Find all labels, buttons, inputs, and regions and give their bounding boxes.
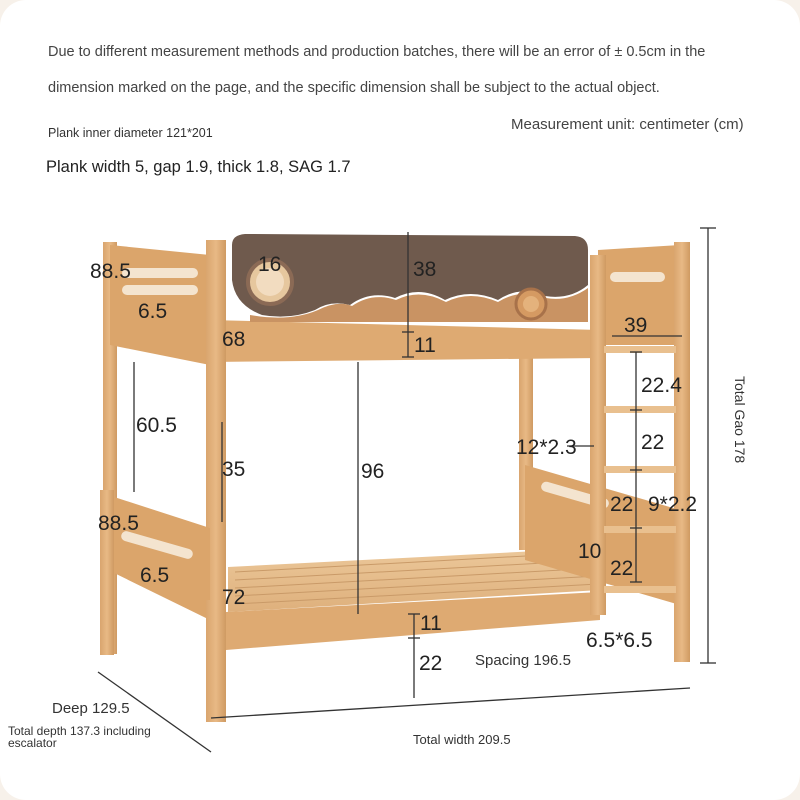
total-width-label: Total width 209.5 (413, 732, 511, 747)
top-rail-length-label: 88.5 (90, 260, 131, 283)
error-note-line-2: dimension marked on the page, and the specific dimension shall be subject to the actual object. (48, 80, 660, 96)
measurement-unit: Measurement unit: centimeter (cm) (511, 116, 744, 133)
spacing-label: Spacing 196.5 (475, 652, 571, 669)
depth-label: Deep 129.5 (52, 700, 130, 717)
post-mid-label: 35 (222, 458, 246, 481)
floor-clearance-label: 22 (419, 652, 443, 675)
headboard-height-label: 38 (413, 258, 437, 281)
ladder-rail-label: 12*2.3 (516, 436, 577, 459)
post-section-label: 6.5*6.5 (586, 629, 653, 652)
top-beam-label: 11 (414, 334, 436, 357)
ladder-right-rail (674, 242, 690, 662)
round-knob-center (523, 296, 539, 312)
upper-left-handle-slot-2 (122, 285, 198, 295)
plank-specs: Plank width 5, gap 1.9, thick 1.8, SAG 1.7 (46, 158, 351, 176)
between-bunks-label: 96 (361, 460, 385, 483)
post-top-label: 68 (222, 328, 246, 351)
total-depth-label: Total depth 137.3 including escalator (8, 724, 151, 750)
guard-height-label: 60.5 (136, 414, 177, 437)
bottom-rail-height-label: 6.5 (140, 564, 170, 587)
upper-side-rail (210, 320, 600, 362)
step-size-label: 9*2.2 (648, 493, 698, 516)
ladder-top-width-label: 39 (624, 314, 648, 337)
upper-left-handle-slot (122, 268, 198, 278)
error-note-line-1: Due to different measurement methods and production batches, there will be an error of ± 0.5cm in the (48, 44, 706, 60)
front-left-post-lower (206, 600, 226, 722)
ladder-step-4-label: 22 (610, 557, 634, 580)
ladder-step-1-label: 22.4 (641, 374, 682, 397)
bottom-beam-label: 11 (420, 612, 442, 635)
ladder-step-3-label: 22 (610, 493, 634, 516)
upper-right-handle-slot (610, 272, 665, 282)
ladder-step-2-label: 22 (641, 431, 665, 454)
bottom-rail-length-label: 88.5 (98, 512, 139, 535)
plank-inner-diameter: Plank inner diameter 121*201 (48, 126, 213, 140)
lower-post-label: 72 (222, 586, 246, 609)
porthole-label: 16 (258, 253, 282, 276)
total-height-label: Total Gao 178 (732, 376, 748, 464)
ladder-gap-label: 10 (578, 540, 602, 563)
top-rail-height-label: 6.5 (138, 300, 168, 323)
